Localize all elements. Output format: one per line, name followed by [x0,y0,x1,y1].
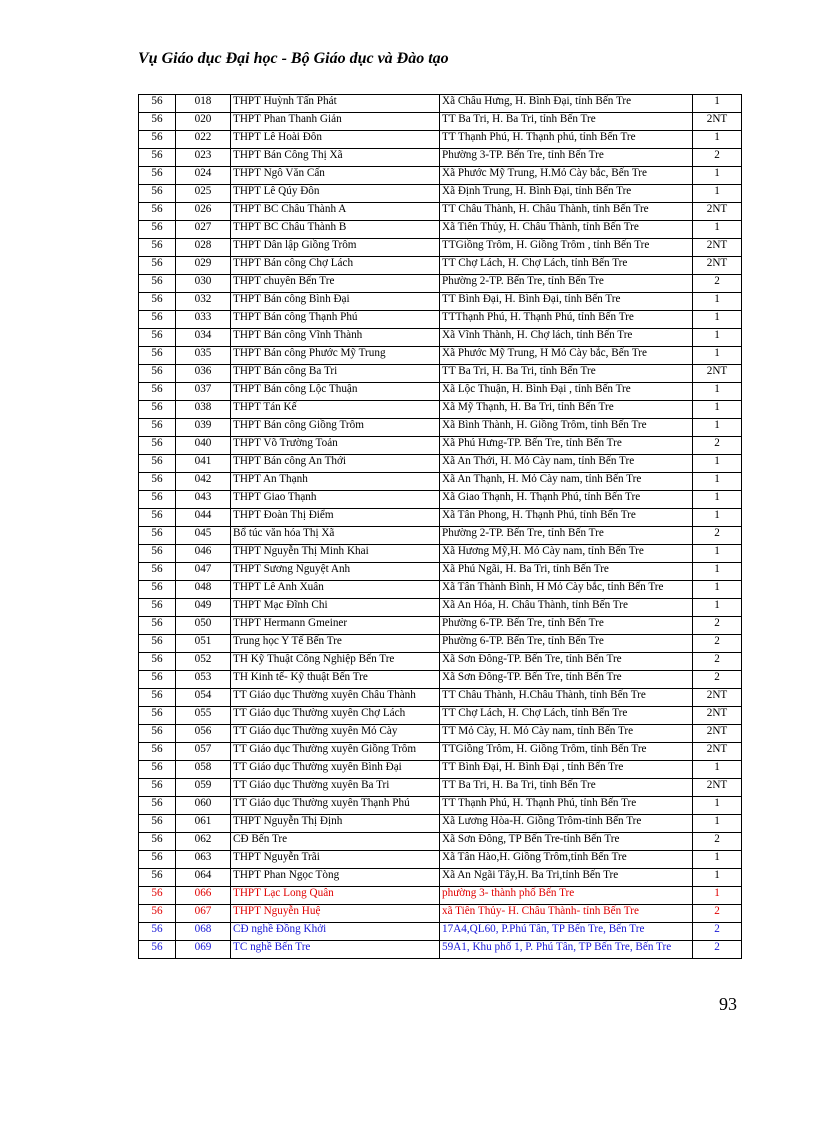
province-cell: 56 [139,797,176,815]
school-address-cell: TT Chợ Lách, H. Chợ Lách, tỉnh Bến Tre [440,257,693,275]
priority-area-cell: 2NT [693,239,742,257]
priority-area-cell: 1 [693,383,742,401]
school-code-cell: 044 [176,509,231,527]
page-number: 93 [719,994,737,1014]
school-code-cell: 038 [176,401,231,419]
school-address-cell: Xã Bình Thành, H. Giồng Trôm, tỉnh Bến Tre [440,419,693,437]
school-name-cell: THPT Mạc Đĩnh Chi [231,599,440,617]
school-name-cell: THPT Bán công Ba Tri [231,365,440,383]
school-code-cell: 020 [176,113,231,131]
province-cell: 56 [139,203,176,221]
priority-area-cell: 2NT [693,257,742,275]
priority-area-cell: 2NT [693,113,742,131]
table-row [139,239,742,257]
school-code-cell: 026 [176,203,231,221]
school-code-cell: 054 [176,689,231,707]
school-code-cell: 018 [176,95,231,113]
priority-area-cell: 2NT [693,779,742,797]
school-address-cell: Xã Phước Mỹ Trung, H.Mỏ Cày bắc, Bến Tre [440,167,693,185]
school-table-body [139,95,742,959]
province-cell: 56 [139,95,176,113]
school-address-cell: Xã Tân Phong, H. Thạnh Phú, tỉnh Bến Tre [440,509,693,527]
priority-area-cell: 1 [693,491,742,509]
school-name-cell: TT Giáo dục Thường xuyên Ba Tri [231,779,440,797]
table-row [139,725,742,743]
school-address-cell: TTGiồng Trôm, H. Giồng Trôm, tỉnh Bến Tre [440,743,693,761]
school-name-cell: TH Kinh tế- Kỹ thuật Bến Tre [231,671,440,689]
province-cell: 56 [139,815,176,833]
school-name-cell: THPT Bán công Bình Đại [231,293,440,311]
school-address-cell: TT Thạnh Phú, H. Thạnh Phú, tỉnh Bến Tre [440,797,693,815]
school-name-cell: THPT Nguyễn Thị Định [231,815,440,833]
table-row [139,833,742,851]
province-cell: 56 [139,599,176,617]
school-name-cell: THPT Ngô Văn Cấn [231,167,440,185]
school-address-cell: Phường 6-TP. Bến Tre, tỉnh Bến Tre [440,617,693,635]
school-code-cell: 068 [176,923,231,941]
table-row [139,437,742,455]
table-row [139,923,742,941]
school-address-cell: Xã Sơn Đông-TP. Bến Tre, tỉnh Bến Tre [440,653,693,671]
priority-area-cell: 2NT [693,689,742,707]
priority-area-cell: 1 [693,329,742,347]
province-cell: 56 [139,329,176,347]
priority-area-cell: 1 [693,851,742,869]
school-name-cell: THPT Bán công Phước Mỹ Trung [231,347,440,365]
school-name-cell: THPT Bán công An Thới [231,455,440,473]
priority-area-cell: 2NT [693,365,742,383]
school-code-cell: 046 [176,545,231,563]
province-cell: 56 [139,563,176,581]
province-cell: 56 [139,257,176,275]
school-address-cell: Xã Tân Thành Bình, H Mỏ Cày bắc, tỉnh Bến Tre [440,581,693,599]
table-row [139,851,742,869]
school-code-cell: 034 [176,329,231,347]
priority-area-cell: 1 [693,311,742,329]
school-address-cell: Xã Phước Mỹ Trung, H Mỏ Cày bắc, Bến Tre [440,347,693,365]
school-address-cell: Xã Vĩnh Thành, H. Chợ lách, tỉnh Bến Tre [440,329,693,347]
province-cell: 56 [139,437,176,455]
school-name-cell: THPT Sương Nguyệt Anh [231,563,440,581]
school-name-cell: THPT Nguyễn Trãi [231,851,440,869]
table-row [139,599,742,617]
school-name-cell: THPT Lạc Long Quân [231,887,440,905]
school-name-cell: CĐ Bến Tre [231,833,440,851]
province-cell: 56 [139,185,176,203]
priority-area-cell: 2 [693,617,742,635]
priority-area-cell: 1 [693,293,742,311]
school-name-cell: Trung học Y Tế Bến Tre [231,635,440,653]
school-address-cell: Phường 6-TP. Bến Tre, tỉnh Bến Tre [440,635,693,653]
province-cell: 56 [139,221,176,239]
school-code-cell: 048 [176,581,231,599]
school-name-cell: THPT Bán công Thạnh Phú [231,311,440,329]
province-cell: 56 [139,581,176,599]
table-row [139,113,742,131]
table-row [139,581,742,599]
school-code-cell: 059 [176,779,231,797]
table-row [139,203,742,221]
school-code-cell: 028 [176,239,231,257]
province-cell: 56 [139,311,176,329]
priority-area-cell: 2 [693,905,742,923]
priority-area-cell: 1 [693,185,742,203]
table-row [139,185,742,203]
school-name-cell: THPT Lê Qúy Đôn [231,185,440,203]
table-row [139,311,742,329]
school-address-cell: Xã Định Trung, H. Bình Đại, tỉnh Bến Tre [440,185,693,203]
priority-area-cell: 1 [693,167,742,185]
school-address-cell: xã Tiên Thủy- H. Châu Thành- tỉnh Bến Tre [440,905,693,923]
school-name-cell: TT Giáo dục Thường xuyên Chợ Lách [231,707,440,725]
school-table [138,94,742,959]
priority-area-cell: 2 [693,275,742,293]
school-address-cell: Xã An Ngãi Tây,H. Ba Tri,tỉnh Bến Tre [440,869,693,887]
school-address-cell: Xã Lương Hòa-H. Giồng Trôm-tỉnh Bến Tre [440,815,693,833]
school-name-cell: THPT Bán công Chợ Lách [231,257,440,275]
school-name-cell: THPT Dân lập Giồng Trôm [231,239,440,257]
table-row [139,887,742,905]
province-cell: 56 [139,671,176,689]
priority-area-cell: 1 [693,815,742,833]
school-name-cell: THPT Bán Công Thị Xã [231,149,440,167]
priority-area-cell: 1 [693,563,742,581]
table-row [139,743,742,761]
priority-area-cell: 1 [693,419,742,437]
table-row [139,545,742,563]
priority-area-cell: 2 [693,149,742,167]
school-name-cell: THPT Bán công Lộc Thuận [231,383,440,401]
school-address-cell: Xã Phú Hưng-TP. Bến Tre, tỉnh Bến Tre [440,437,693,455]
school-address-cell: Xã Mỹ Thạnh, H. Ba Tri, tỉnh Bến Tre [440,401,693,419]
school-address-cell: Phường 3-TP. Bến Tre, tỉnh Bến Tre [440,149,693,167]
school-name-cell: Bổ túc văn hóa Thị Xã [231,527,440,545]
table-row [139,491,742,509]
school-name-cell: THPT Nguyễn Huệ [231,905,440,923]
province-cell: 56 [139,779,176,797]
priority-area-cell: 1 [693,347,742,365]
school-name-cell: TT Giáo dục Thường xuyên Mỏ Cày [231,725,440,743]
table-row [139,95,742,113]
table-row [139,167,742,185]
school-name-cell: THPT Huỳnh Tấn Phát [231,95,440,113]
school-code-cell: 029 [176,257,231,275]
school-code-cell: 023 [176,149,231,167]
school-name-cell: THPT BC Châu Thành A [231,203,440,221]
school-address-cell: TT Bình Đại, H. Bình Đại, tỉnh Bến Tre [440,293,693,311]
school-code-cell: 024 [176,167,231,185]
table-row [139,149,742,167]
school-address-cell: TT Bình Đại, H. Bình Đại , tỉnh Bến Tre [440,761,693,779]
priority-area-cell: 1 [693,95,742,113]
province-cell: 56 [139,527,176,545]
priority-area-cell: 1 [693,221,742,239]
school-address-cell: TT Châu Thành, H.Châu Thành, tỉnh Bến Tre [440,689,693,707]
school-name-cell: THPT Lê Anh Xuân [231,581,440,599]
table-row [139,905,742,923]
priority-area-cell: 2NT [693,203,742,221]
priority-area-cell: 1 [693,797,742,815]
province-cell: 56 [139,293,176,311]
table-row [139,455,742,473]
school-name-cell: THPT Phan Thanh Giản [231,113,440,131]
table-row [139,689,742,707]
priority-area-cell: 1 [693,761,742,779]
province-cell: 56 [139,491,176,509]
school-code-cell: 057 [176,743,231,761]
province-cell: 56 [139,131,176,149]
school-name-cell: TH Kỹ Thuật Công Nghiệp Bến Tre [231,653,440,671]
province-cell: 56 [139,743,176,761]
school-address-cell: TT Ba Tri, H. Ba Tri, tỉnh Bến Tre [440,365,693,383]
school-code-cell: 041 [176,455,231,473]
school-name-cell: TT Giáo dục Thường xuyên Châu Thành [231,689,440,707]
province-cell: 56 [139,383,176,401]
school-code-cell: 052 [176,653,231,671]
school-code-cell: 043 [176,491,231,509]
school-name-cell: TT Giáo dục Thường xuyên Thạnh Phú [231,797,440,815]
province-cell: 56 [139,365,176,383]
school-code-cell: 033 [176,311,231,329]
priority-area-cell: 1 [693,599,742,617]
school-name-cell: THPT Hermann Gmeiner [231,617,440,635]
school-name-cell: TT Giáo dục Thường xuyên Bình Đại [231,761,440,779]
table-row [139,401,742,419]
table-row [139,761,742,779]
priority-area-cell: 1 [693,509,742,527]
school-name-cell: THPT Tán Kế [231,401,440,419]
school-code-cell: 040 [176,437,231,455]
school-code-cell: 066 [176,887,231,905]
priority-area-cell: 2 [693,527,742,545]
province-cell: 56 [139,545,176,563]
school-address-cell: TT Mỏ Cày, H. Mỏ Cày nam, tỉnh Bến Tre [440,725,693,743]
table-row [139,707,742,725]
province-cell: 56 [139,635,176,653]
table-row [139,131,742,149]
priority-area-cell: 2NT [693,725,742,743]
school-code-cell: 062 [176,833,231,851]
school-code-cell: 063 [176,851,231,869]
school-code-cell: 053 [176,671,231,689]
province-cell: 56 [139,869,176,887]
priority-area-cell: 1 [693,581,742,599]
table-row [139,221,742,239]
priority-area-cell: 2 [693,923,742,941]
school-address-cell: Xã Lộc Thuận, H. Bình Đại , tỉnh Bến Tre [440,383,693,401]
province-cell: 56 [139,905,176,923]
province-cell: 56 [139,167,176,185]
school-code-cell: 055 [176,707,231,725]
school-address-cell: TT Châu Thành, H. Châu Thành, tỉnh Bến Tre [440,203,693,221]
province-cell: 56 [139,509,176,527]
province-cell: 56 [139,455,176,473]
priority-area-cell: 1 [693,887,742,905]
school-code-cell: 049 [176,599,231,617]
school-code-cell: 067 [176,905,231,923]
school-code-cell: 069 [176,941,231,959]
table-row [139,509,742,527]
page-header: Vụ Giáo dục Đại học - Bộ Giáo dục và Đào tạo [138,50,449,67]
school-address-cell: Xã An Hóa, H. Châu Thành, tỉnh Bến Tre [440,599,693,617]
school-code-cell: 056 [176,725,231,743]
school-address-cell: Phường 2-TP. Bến Tre, tỉnh Bến Tre [440,275,693,293]
school-name-cell: THPT BC Châu Thành B [231,221,440,239]
table-row [139,653,742,671]
table-row [139,275,742,293]
school-name-cell: THPT Lê Hoài Đôn [231,131,440,149]
province-cell: 56 [139,419,176,437]
table-row [139,347,742,365]
table-row [139,815,742,833]
province-cell: 56 [139,923,176,941]
school-address-cell: TT Thạnh Phú, H. Thạnh phú, tỉnh Bến Tre [440,131,693,149]
table-row [139,617,742,635]
school-name-cell: THPT Giao Thạnh [231,491,440,509]
school-code-cell: 030 [176,275,231,293]
school-address-cell: 59A1, Khu phố 1, P. Phú Tân, TP Bến Tre, Bến Tre [440,941,693,959]
school-address-cell: Xã Phú Ngãi, H. Ba Tri, tỉnh Bến Tre [440,563,693,581]
school-address-cell: Xã Hương Mỹ,H. Mỏ Cày nam, tỉnh Bến Tre [440,545,693,563]
table-row [139,635,742,653]
school-name-cell: CĐ nghề Đồng Khởi [231,923,440,941]
priority-area-cell: 2 [693,941,742,959]
province-cell: 56 [139,941,176,959]
province-cell: 56 [139,653,176,671]
school-name-cell: THPT Phan Ngọc Tòng [231,869,440,887]
province-cell: 56 [139,149,176,167]
province-cell: 56 [139,239,176,257]
priority-area-cell: 1 [693,131,742,149]
table-row [139,257,742,275]
school-address-cell: Xã Sơn Đông-TP. Bến Tre, tỉnh Bến Tre [440,671,693,689]
priority-area-cell: 1 [693,473,742,491]
school-address-cell: 17A4,QL60, P.Phú Tân, TP Bến Tre, Bến Tre [440,923,693,941]
school-code-cell: 051 [176,635,231,653]
school-code-cell: 035 [176,347,231,365]
school-address-cell: Xã Tiên Thủy, H. Châu Thành, tỉnh Bến Tre [440,221,693,239]
school-code-cell: 025 [176,185,231,203]
table-row [139,293,742,311]
table-row [139,383,742,401]
priority-area-cell: 1 [693,869,742,887]
school-address-cell: Xã Sơn Đông, TP Bến Tre-tỉnh Bến Tre [440,833,693,851]
school-name-cell: THPT Bán công Vĩnh Thành [231,329,440,347]
school-code-cell: 042 [176,473,231,491]
table-row [139,473,742,491]
table-row [139,671,742,689]
province-cell: 56 [139,725,176,743]
school-address-cell: TT Chợ Lách, H. Chợ Lách, tỉnh Bến Tre [440,707,693,725]
school-name-cell: THPT Võ Trường Toản [231,437,440,455]
table-row [139,419,742,437]
school-address-cell: Xã Tân Hào,H. Giồng Trôm,tỉnh Bến Tre [440,851,693,869]
school-address-cell: Xã An Thạnh, H. Mỏ Cày nam, tỉnh Bến Tre [440,473,693,491]
priority-area-cell: 2NT [693,743,742,761]
priority-area-cell: 1 [693,545,742,563]
school-name-cell: THPT Đoàn Thị Điểm [231,509,440,527]
school-code-cell: 045 [176,527,231,545]
school-address-cell: TT Ba Tri, H. Ba Tri, tỉnh Bến Tre [440,113,693,131]
table-row [139,329,742,347]
school-code-cell: 036 [176,365,231,383]
school-address-cell: Phường 2-TP. Bến Tre, tỉnh Bến Tre [440,527,693,545]
priority-area-cell: 2 [693,437,742,455]
school-code-cell: 061 [176,815,231,833]
school-address-cell: TT Ba Tri, H. Ba Tri, tỉnh Bến Tre [440,779,693,797]
priority-area-cell: 1 [693,455,742,473]
province-cell: 56 [139,473,176,491]
school-name-cell: TT Giáo dục Thường xuyên Giồng Trôm [231,743,440,761]
table-row [139,563,742,581]
table-row [139,941,742,959]
school-code-cell: 047 [176,563,231,581]
school-address-cell: Xã Giao Thạnh, H. Thạnh Phú, tỉnh Bến Tre [440,491,693,509]
priority-area-cell: 2 [693,671,742,689]
table-row [139,797,742,815]
school-name-cell: TC nghề Bến Tre [231,941,440,959]
province-cell: 56 [139,347,176,365]
school-name-cell: THPT chuyên Bến Tre [231,275,440,293]
province-cell: 56 [139,617,176,635]
school-address-cell: Xã Châu Hưng, H. Bình Đại, tỉnh Bến Tre [440,95,693,113]
province-cell: 56 [139,113,176,131]
priority-area-cell: 2 [693,833,742,851]
province-cell: 56 [139,887,176,905]
province-cell: 56 [139,833,176,851]
table-row [139,869,742,887]
province-cell: 56 [139,761,176,779]
school-code-cell: 058 [176,761,231,779]
priority-area-cell: 1 [693,401,742,419]
province-cell: 56 [139,689,176,707]
table-row [139,527,742,545]
school-code-cell: 060 [176,797,231,815]
school-code-cell: 032 [176,293,231,311]
priority-area-cell: 2 [693,635,742,653]
school-code-cell: 037 [176,383,231,401]
priority-area-cell: 2 [693,653,742,671]
school-name-cell: THPT Nguyễn Thị Minh Khai [231,545,440,563]
school-name-cell: THPT Bán công Giồng Trôm [231,419,440,437]
table-row [139,779,742,797]
priority-area-cell: 2NT [693,707,742,725]
school-code-cell: 022 [176,131,231,149]
school-code-cell: 039 [176,419,231,437]
province-cell: 56 [139,401,176,419]
province-cell: 56 [139,707,176,725]
school-address-cell: phường 3- thành phố Bến Tre [440,887,693,905]
province-cell: 56 [139,851,176,869]
school-address-cell: Xã An Thới, H. Mỏ Cày nam, tỉnh Bến Tre [440,455,693,473]
school-address-cell: TTThạnh Phú, H. Thạnh Phú, tỉnh Bến Tre [440,311,693,329]
school-code-cell: 064 [176,869,231,887]
school-code-cell: 050 [176,617,231,635]
school-address-cell: TTGiồng Trôm, H. Giồng Trôm , tỉnh Bến Tre [440,239,693,257]
table-row [139,365,742,383]
school-name-cell: THPT An Thạnh [231,473,440,491]
province-cell: 56 [139,275,176,293]
school-code-cell: 027 [176,221,231,239]
